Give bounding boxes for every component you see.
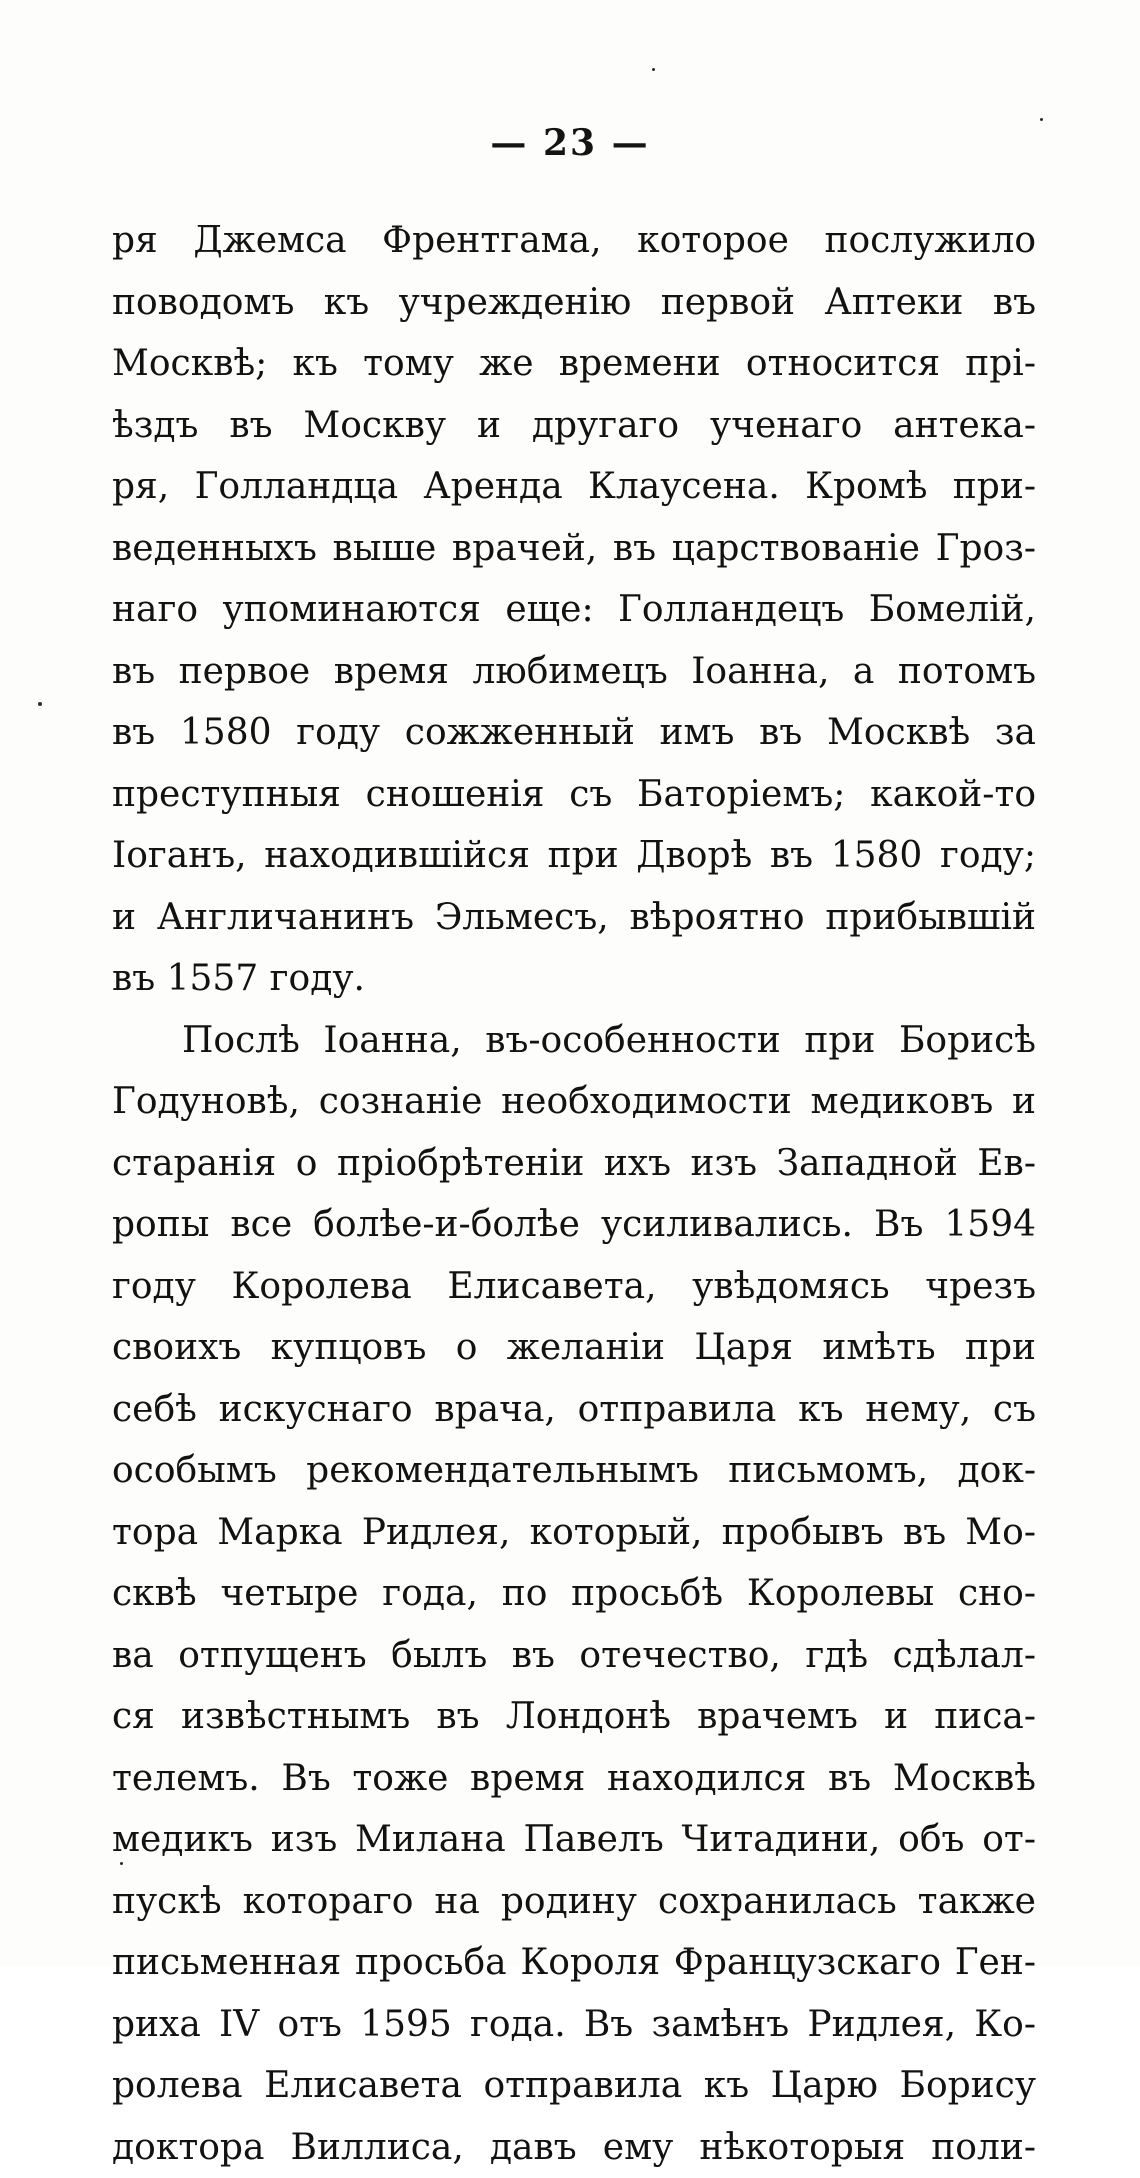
text-line: себѣ искуснаго врача, отправила къ нему, съ (112, 1379, 1036, 1441)
text-line: пускѣ котораго на родину сохранилась также (112, 1871, 1036, 1933)
text-line: веденныхъ выше врачей, въ царствованіе Гроз- (112, 518, 1036, 580)
text-line: наго упоминаются еще: Голландецъ Бомелій, (112, 579, 1036, 641)
text-line: поводомъ къ учрежденію первой Аптеки въ (112, 272, 1036, 334)
text-line: ря Джемса Френтгама, которое послужило (112, 210, 1036, 272)
text-line: въ 1580 году сожженный имъ въ Москвѣ за (112, 702, 1036, 764)
page-number: — 23 — (0, 122, 1140, 164)
text-line: и Англичанинъ Эльмесъ, вѣроятно прибывшій (112, 887, 1036, 949)
text-line: въ 1557 году. (112, 948, 1036, 1010)
text-line: ся извѣстнымъ въ Лондонѣ врачемъ и писа- (112, 1686, 1036, 1748)
text-line: тора Марка Ридлея, который, пробывъ въ Мо- (112, 1502, 1036, 1564)
text-line: преступныя сношенія съ Баторіемъ; какой-то (112, 764, 1036, 826)
text-line: ролева Елисавета отправила къ Царю Борису (112, 2055, 1036, 2117)
text-line: телемъ. Въ тоже время находился въ Москвѣ (112, 1748, 1036, 1810)
text-line: ѣздъ въ Москву и другаго ученаго антека- (112, 395, 1036, 457)
text-line: ва отпущенъ былъ въ отечество, гдѣ сдѣлал- (112, 1625, 1036, 1687)
text-line: сквѣ четыре года, по просьбѣ Королевы сно- (112, 1563, 1036, 1625)
text-line: письменная просьба Короля Французскаго Ген- (112, 1932, 1036, 1994)
text-line: риха IV отъ 1595 года. Въ замѣнъ Ридлея, Ко- (112, 1994, 1036, 2056)
text-line: ря, Голландца Аренда Клаусена. Кромѣ при- (112, 456, 1036, 518)
text-line: своихъ купцовъ о желаніи Царя имѣть при (112, 1317, 1036, 1379)
text-line: Послѣ Іоанна, въ-особенности при Борисѣ (112, 1010, 1036, 1072)
scan-speck (120, 1862, 123, 1865)
text-line: Іоганъ, находившійся при Дворѣ въ 1580 году; (112, 825, 1036, 887)
text-line: старанія о пріобрѣтеніи ихъ изъ Западной Ев- (112, 1133, 1036, 1195)
text-line: ропы все болѣе-и-болѣе усиливались. Въ 1594 (112, 1194, 1036, 1256)
scan-speck (652, 68, 655, 71)
text-line: году Королева Елисавета, увѣдомясь чрезъ (112, 1256, 1036, 1318)
text-line: особымъ рекомендательнымъ письмомъ, док- (112, 1440, 1036, 1502)
text-line: въ первое время любимецъ Іоанна, а потомъ (112, 641, 1036, 703)
text-line: медикъ изъ Милана Павелъ Читадини, объ от- (112, 1809, 1036, 1871)
text-line: доктора Виллиса, давъ ему нѣкоторыя поли- (112, 2117, 1036, 2178)
text-line: Годуновѣ, сознаніе необходимости медиковъ и (112, 1071, 1036, 1133)
scan-speck (38, 702, 42, 706)
text-line: Москвѣ; къ тому же времени относится прі- (112, 333, 1036, 395)
scan-speck (1040, 118, 1043, 121)
body-text (112, 210, 1036, 2178)
